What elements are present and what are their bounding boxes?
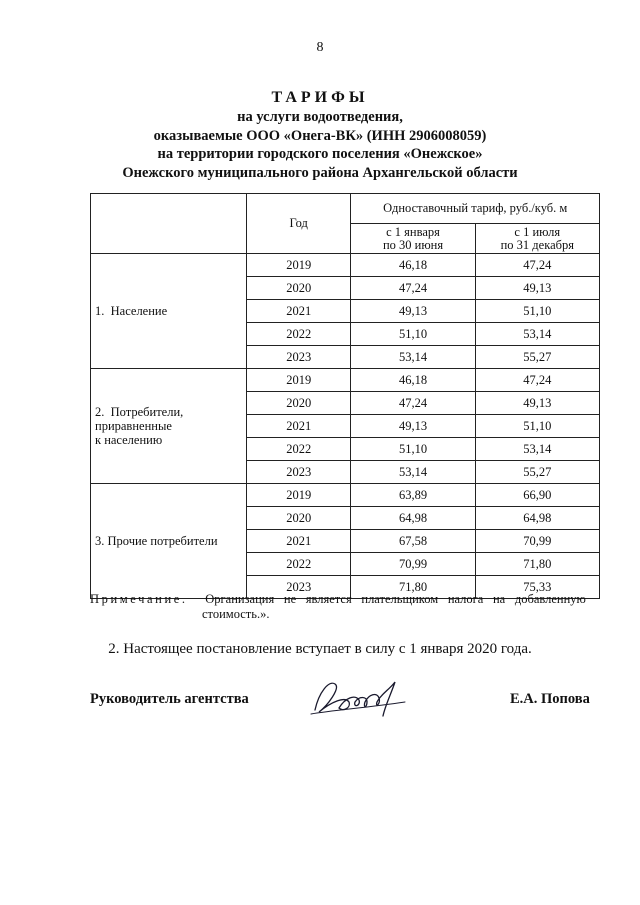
tariff-h2-cell: 55,27 bbox=[475, 346, 599, 369]
tariff-h1-cell: 71,80 bbox=[351, 576, 475, 599]
tariff-h2-cell: 47,24 bbox=[475, 369, 599, 392]
year-cell: 2022 bbox=[247, 553, 351, 576]
category-cell bbox=[91, 254, 247, 369]
category-label-line: 2. Потребители, bbox=[95, 405, 184, 419]
title-main: ТАРИФЫ bbox=[271, 89, 369, 106]
tariff-h1-cell: 46,18 bbox=[351, 254, 475, 277]
category-cell bbox=[91, 484, 247, 599]
year-cell: 2023 bbox=[247, 346, 351, 369]
title-line-3: на территории городского поселения «Онежское» bbox=[157, 146, 483, 162]
header-period-1-from: с 1 января bbox=[386, 224, 440, 239]
note-word: на bbox=[492, 592, 506, 606]
tariff-table-body bbox=[91, 254, 600, 599]
tariff-h1-cell: 63,89 bbox=[351, 484, 475, 507]
title-line-2: оказываемые ООО «Онега-ВК» (ИНН 2906008059) bbox=[153, 127, 487, 144]
tariff-h1-cell: 46,18 bbox=[351, 369, 475, 392]
category-label-line: 3. Прочие потребители bbox=[95, 534, 218, 548]
header-period-1-to: по 30 июня bbox=[382, 237, 444, 252]
tariff-h2-cell: 49,13 bbox=[475, 277, 599, 300]
header-tariff: Одноставочный тариф, руб./куб. м bbox=[351, 194, 600, 224]
note-line-1 bbox=[90, 592, 586, 607]
note-word: плательщиком bbox=[361, 592, 439, 606]
tariff-h1-cell: 53,14 bbox=[351, 346, 475, 369]
header-period-2-to: по 31 декабря bbox=[500, 237, 574, 252]
note-word: не bbox=[283, 592, 297, 606]
year-cell: 2019 bbox=[247, 254, 351, 277]
signatory-name: Е.А. Попова bbox=[510, 691, 590, 707]
category-label-line: приравненные bbox=[95, 419, 172, 433]
category-label-line: 1. Население bbox=[95, 304, 168, 318]
note-label: Примечание. bbox=[90, 592, 188, 606]
tariff-h1-cell: 47,24 bbox=[351, 277, 475, 300]
title-line-1: на услуги водоотведения, bbox=[237, 109, 403, 125]
tariff-h2-cell: 71,80 bbox=[475, 553, 599, 576]
tariff-h2-cell: 49,13 bbox=[475, 392, 599, 415]
header-period-1 bbox=[351, 224, 475, 254]
category-label-line: к населению bbox=[95, 433, 163, 447]
note-word: налога bbox=[447, 592, 484, 606]
header-period-2 bbox=[475, 224, 599, 254]
year-cell: 2021 bbox=[247, 415, 351, 438]
decree-paragraph: 2. Настоящее постановление вступает в силу с 1 января 2020 года. bbox=[108, 641, 532, 657]
year-cell: 2023 bbox=[247, 461, 351, 484]
tariff-table bbox=[90, 193, 600, 599]
header-period-2-from: с 1 июля bbox=[514, 224, 561, 239]
year-cell: 2019 bbox=[247, 369, 351, 392]
tariff-h1-cell: 67,58 bbox=[351, 530, 475, 553]
tariff-h1-cell: 64,98 bbox=[351, 507, 475, 530]
document-title bbox=[0, 88, 640, 182]
tariff-h2-cell: 70,99 bbox=[475, 530, 599, 553]
tariff-h2-cell: 51,10 bbox=[475, 415, 599, 438]
tariff-h1-cell: 47,24 bbox=[351, 392, 475, 415]
table-row bbox=[91, 484, 600, 507]
table-row bbox=[91, 254, 600, 277]
year-cell: 2020 bbox=[247, 507, 351, 530]
year-cell: 2021 bbox=[247, 530, 351, 553]
year-cell: 2023 bbox=[247, 576, 351, 599]
header-year: Год bbox=[247, 194, 351, 254]
year-cell: 2022 bbox=[247, 323, 351, 346]
table-row bbox=[91, 369, 600, 392]
tariff-h1-cell: 49,13 bbox=[351, 300, 475, 323]
tariff-h2-cell: 47,24 bbox=[475, 254, 599, 277]
note-line-2: стоимость.». bbox=[202, 607, 270, 621]
tariff-h1-cell: 49,13 bbox=[351, 415, 475, 438]
year-cell: 2021 bbox=[247, 300, 351, 323]
year-cell: 2020 bbox=[247, 277, 351, 300]
category-cell bbox=[91, 369, 247, 484]
tariff-h2-cell: 75,33 bbox=[475, 576, 599, 599]
tariff-h2-cell: 53,14 bbox=[475, 438, 599, 461]
tariff-h2-cell: 66,90 bbox=[475, 484, 599, 507]
signatory-position: Руководитель агентства bbox=[90, 691, 249, 707]
note bbox=[90, 592, 586, 622]
note-word: добавленную bbox=[514, 592, 586, 606]
header-blank bbox=[91, 194, 247, 254]
tariff-h2-cell: 64,98 bbox=[475, 507, 599, 530]
note-word: является bbox=[305, 592, 352, 606]
year-cell: 2022 bbox=[247, 438, 351, 461]
title-line-4: Онежского муниципального района Архангельской области bbox=[122, 164, 518, 181]
tariff-h1-cell: 51,10 bbox=[351, 323, 475, 346]
tariff-h2-cell: 55,27 bbox=[475, 461, 599, 484]
year-cell: 2020 bbox=[247, 392, 351, 415]
tariff-h2-cell: 51,10 bbox=[475, 300, 599, 323]
note-word: Организация bbox=[205, 592, 275, 606]
tariff-h2-cell: 53,14 bbox=[475, 323, 599, 346]
handwritten-signature bbox=[305, 672, 420, 722]
page-number: 8 bbox=[316, 40, 324, 55]
year-cell: 2019 bbox=[247, 484, 351, 507]
tariff-h1-cell: 53,14 bbox=[351, 461, 475, 484]
tariff-h1-cell: 70,99 bbox=[351, 553, 475, 576]
tariff-h1-cell: 51,10 bbox=[351, 438, 475, 461]
